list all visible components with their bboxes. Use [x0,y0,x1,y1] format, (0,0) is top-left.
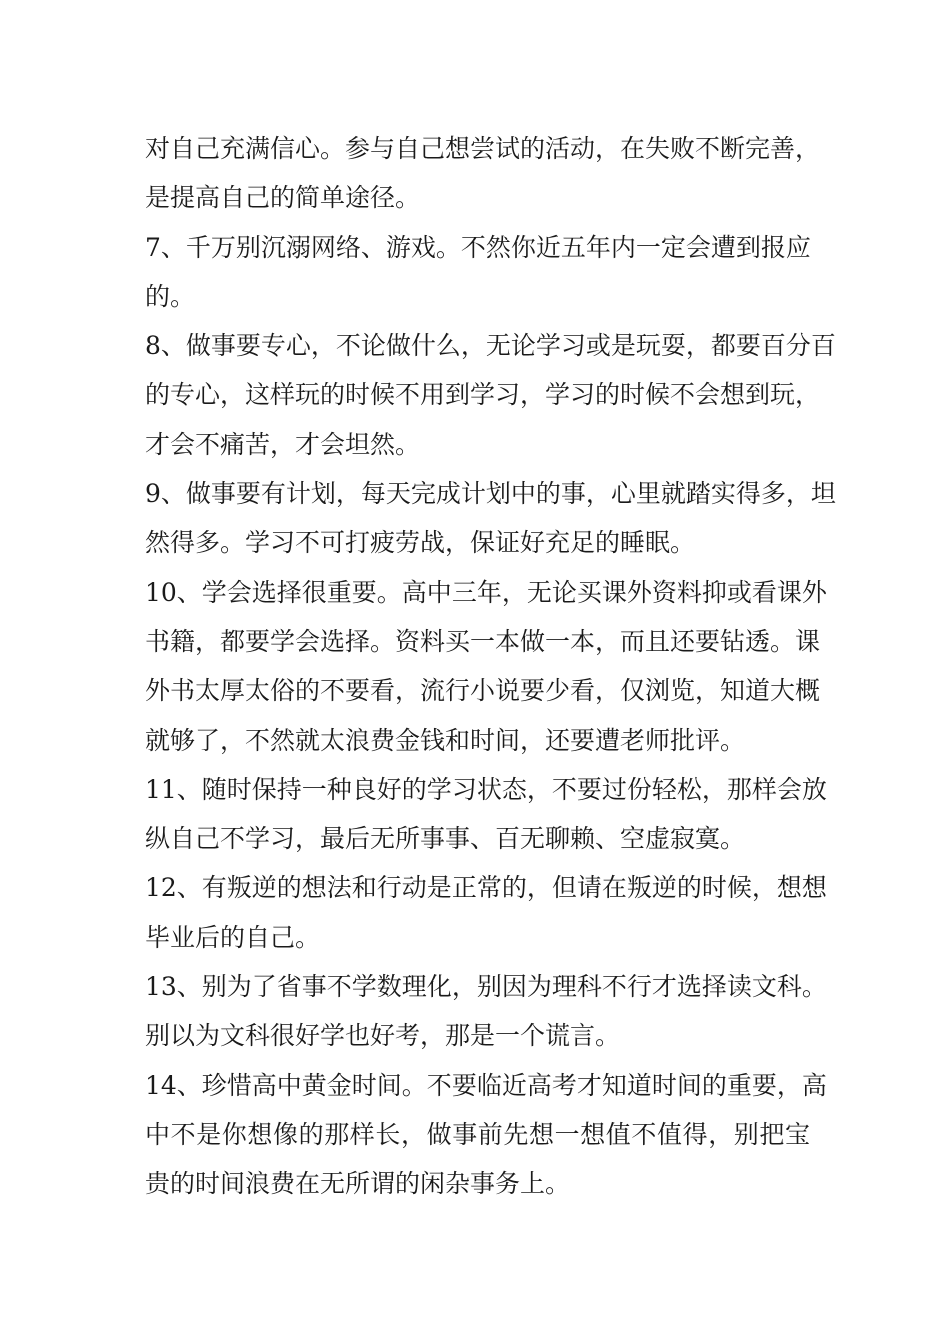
text-line: 的。 [145,281,196,311]
text-line: 中不是你想像的那样长，做事前先想一想值不值得，别把宝 [145,1119,810,1149]
text-line: 书籍，都要学会选择。资料买一本做一本，而且还要钻透。课 [145,626,821,656]
text-line: 10、学会选择很重要。高中三年，无论买课外资料抑或看课外 [145,577,827,607]
text-line: 的专心，这样玩的时候不用到学习，学习的时候不会想到玩， [145,380,821,410]
text-line: 对自己充满信心。参与自己想尝试的活动，在失败不断完善， [145,134,821,163]
text-line: 纵自己不学习，最后无所事事、百无聊赖、空虚寂寞。 [145,824,746,854]
text-line: 毕业后的自己。 [145,922,321,952]
document-body [145,124,836,1209]
text-line: 外书太厚太俗的不要看，流行小说要少看，仅浏览，知道大概 [145,676,821,706]
text-line: 13、别为了省事不学数理化，别因为理科不行才选择读文科。 [145,972,827,1002]
text-line: 7、千万别沉溺网络、游戏。不然你近五年内一定会遭到报应 [145,232,811,262]
text-line: 贵的时间浪费在无所谓的闲杂事务上。 [145,1169,571,1199]
text-line: 14、珍惜高中黄金时间。不要临近高考才知道时间的重要，高 [145,1070,827,1100]
text-line: 9、做事要有计划，每天完成计划中的事，心里就踏实得多，坦 [145,479,836,509]
text-line: 然得多。学习不可打疲劳战，保证好充足的睡眠。 [145,528,696,558]
text-line: 11、随时保持一种良好的学习状态，不要过份轻松，那样会放 [145,774,827,804]
text-line: 8、做事要专心，不论做什么，无论学习或是玩耍，都要百分百 [145,331,836,361]
text-line: 是提高自己的简单途径。 [145,183,421,213]
text-line: 别以为文科很好学也好考，那是一个谎言。 [145,1021,621,1051]
text-line: 12、有叛逆的想法和行动是正常的，但请在叛逆的时候，想想 [145,873,827,903]
text-line: 才会不痛苦，才会坦然。 [145,429,421,459]
text-line: 就够了，不然就太浪费金钱和时间，还要遭老师批评。 [145,725,746,755]
